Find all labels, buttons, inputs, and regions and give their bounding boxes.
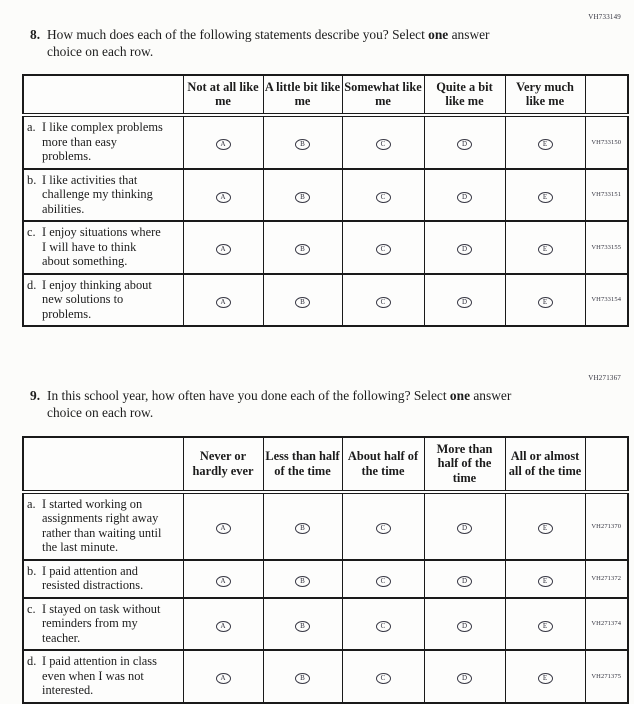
statement-text: I started working on assignments right away rather than waiting until the last minute.: [42, 496, 162, 555]
statement-text: I stayed on task without reminders from my teacher.: [42, 601, 161, 645]
header-row: [23, 75, 628, 115]
question-8-table: [22, 74, 629, 327]
statement-text: I paid attention and resisted distractions.: [42, 563, 144, 593]
header-row: [23, 437, 628, 492]
answer-bubble-e[interactable]: E: [538, 244, 553, 255]
answer-bubble-c[interactable]: C: [376, 139, 391, 150]
answer-bubble-b[interactable]: B: [295, 576, 310, 587]
statement-cell: [23, 115, 183, 169]
question-8-text-post: answer: [448, 27, 490, 42]
statement-header-empty: [23, 437, 183, 492]
question-8-text-line2: choice on each row.: [47, 43, 154, 59]
answer-bubble-c[interactable]: C: [376, 244, 391, 255]
column-header: All or almost all of the time: [505, 437, 585, 492]
item-code: VH271370: [585, 492, 628, 560]
answer-bubble-b[interactable]: B: [295, 139, 310, 150]
answer-bubble-e[interactable]: E: [538, 523, 553, 534]
row-letter: d.: [27, 277, 37, 292]
answer-bubble-b[interactable]: B: [295, 673, 310, 684]
column-header: Not at all like me: [183, 75, 263, 115]
item-code: VH733150: [585, 115, 628, 169]
question-8-number: 8.: [30, 27, 41, 42]
question-8-item-code: VH733149: [588, 13, 621, 21]
table-row: [23, 598, 628, 651]
row-letter: c.: [27, 225, 36, 240]
question-8-text-pre: How much does each of the following statements describe you? Select: [47, 27, 429, 42]
answer-bubble-a[interactable]: A: [216, 192, 231, 203]
item-code: VH271375: [585, 650, 628, 703]
answer-bubble-c[interactable]: C: [376, 673, 391, 684]
statement-cell: [23, 492, 183, 560]
column-header: About half of the time: [342, 437, 424, 492]
answer-bubble-b[interactable]: B: [295, 523, 310, 534]
answer-bubble-b[interactable]: B: [295, 621, 310, 632]
answer-bubble-c[interactable]: C: [376, 576, 391, 587]
code-header-empty: [585, 437, 628, 492]
item-code: VH733155: [585, 221, 628, 274]
table-row: [23, 560, 628, 598]
answer-bubble-a[interactable]: A: [216, 523, 231, 534]
question-9-prompt: [30, 388, 620, 422]
item-code: VH733154: [585, 274, 628, 327]
statement-text: I enjoy thinking about new solutions to problems.: [42, 277, 152, 321]
answer-bubble-d[interactable]: D: [457, 139, 472, 150]
column-header: A little bit like me: [263, 75, 342, 115]
column-header: Very much like me: [505, 75, 585, 115]
answer-bubble-a[interactable]: A: [216, 139, 231, 150]
column-header: Somewhat like me: [342, 75, 424, 115]
statement-cell: [23, 598, 183, 651]
answer-bubble-e[interactable]: E: [538, 192, 553, 203]
question-9-item-code: VH271367: [588, 374, 621, 383]
item-code: VH271372: [585, 560, 628, 598]
statement-text: I like activities that challenge my thinking abilities.: [42, 172, 153, 216]
table-row: [23, 221, 628, 274]
answer-bubble-a[interactable]: A: [216, 297, 231, 308]
statement-text: I paid attention in class even when I was not interested.: [42, 654, 157, 698]
table-row: [23, 274, 628, 327]
answer-bubble-d[interactable]: D: [457, 673, 472, 684]
answer-bubble-a[interactable]: A: [216, 621, 231, 632]
statement-text: I like complex problems more than easy problems.: [42, 120, 163, 164]
question-9-text-bold: one: [449, 388, 471, 404]
answer-bubble-e[interactable]: E: [538, 673, 553, 684]
column-header: More than half of the time: [424, 437, 505, 492]
answer-bubble-a[interactable]: A: [216, 673, 231, 684]
question-9-text: [47, 388, 620, 422]
row-letter: b.: [27, 563, 37, 578]
answer-bubble-b[interactable]: B: [295, 244, 310, 255]
question-9-text-pre: In this school year, how often have you done each of the following? Select: [47, 388, 450, 404]
question-9-table: [22, 436, 629, 704]
answer-bubble-d[interactable]: D: [457, 523, 472, 534]
question-9-text-line2: choice on each row.: [47, 404, 154, 420]
code-header-empty: [585, 75, 628, 115]
statement-cell: [23, 169, 183, 222]
answer-bubble-b[interactable]: B: [295, 297, 310, 308]
row-letter: c.: [27, 601, 36, 616]
answer-bubble-d[interactable]: D: [457, 297, 472, 308]
answer-bubble-d[interactable]: D: [457, 576, 472, 587]
statement-cell: [23, 560, 183, 598]
table-row: [23, 650, 628, 703]
row-letter: a.: [27, 496, 36, 511]
answer-bubble-d[interactable]: D: [457, 621, 472, 632]
answer-bubble-c[interactable]: C: [376, 297, 391, 308]
item-code: VH271374: [585, 598, 628, 651]
answer-bubble-e[interactable]: E: [538, 297, 553, 308]
table-row: [23, 115, 628, 169]
answer-bubble-e[interactable]: E: [538, 139, 553, 150]
item-code: VH733151: [585, 169, 628, 222]
statement-header-empty: [23, 75, 183, 115]
statement-text: I enjoy situations where I will have to think about something.: [42, 225, 161, 269]
column-header: Never or hardly ever: [183, 437, 263, 492]
question-9-number: 9.: [30, 388, 41, 404]
statement-cell: [23, 274, 183, 327]
table-row: [23, 169, 628, 222]
answer-bubble-e[interactable]: E: [538, 576, 553, 587]
statement-cell: [23, 221, 183, 274]
answer-bubble-d[interactable]: D: [457, 192, 472, 203]
question-8-prompt: [30, 27, 620, 61]
answer-bubble-a[interactable]: A: [216, 576, 231, 587]
answer-bubble-a[interactable]: A: [216, 244, 231, 255]
row-letter: a.: [27, 120, 36, 135]
question-8-text: [47, 27, 620, 61]
table-row: [23, 492, 628, 560]
question-8-text-bold: one: [428, 27, 449, 42]
answer-bubble-c[interactable]: C: [376, 621, 391, 632]
answer-bubble-d[interactable]: D: [457, 244, 472, 255]
answer-bubble-c[interactable]: C: [376, 523, 391, 534]
column-header: Quite a bit like me: [424, 75, 505, 115]
answer-bubble-c[interactable]: C: [376, 192, 391, 203]
column-header: Less than half of the time: [263, 437, 342, 492]
answer-bubble-e[interactable]: E: [538, 621, 553, 632]
row-letter: b.: [27, 172, 37, 187]
row-letter: d.: [27, 654, 37, 669]
answer-bubble-b[interactable]: B: [295, 192, 310, 203]
statement-cell: [23, 650, 183, 703]
question-9-text-post: answer: [470, 388, 512, 404]
